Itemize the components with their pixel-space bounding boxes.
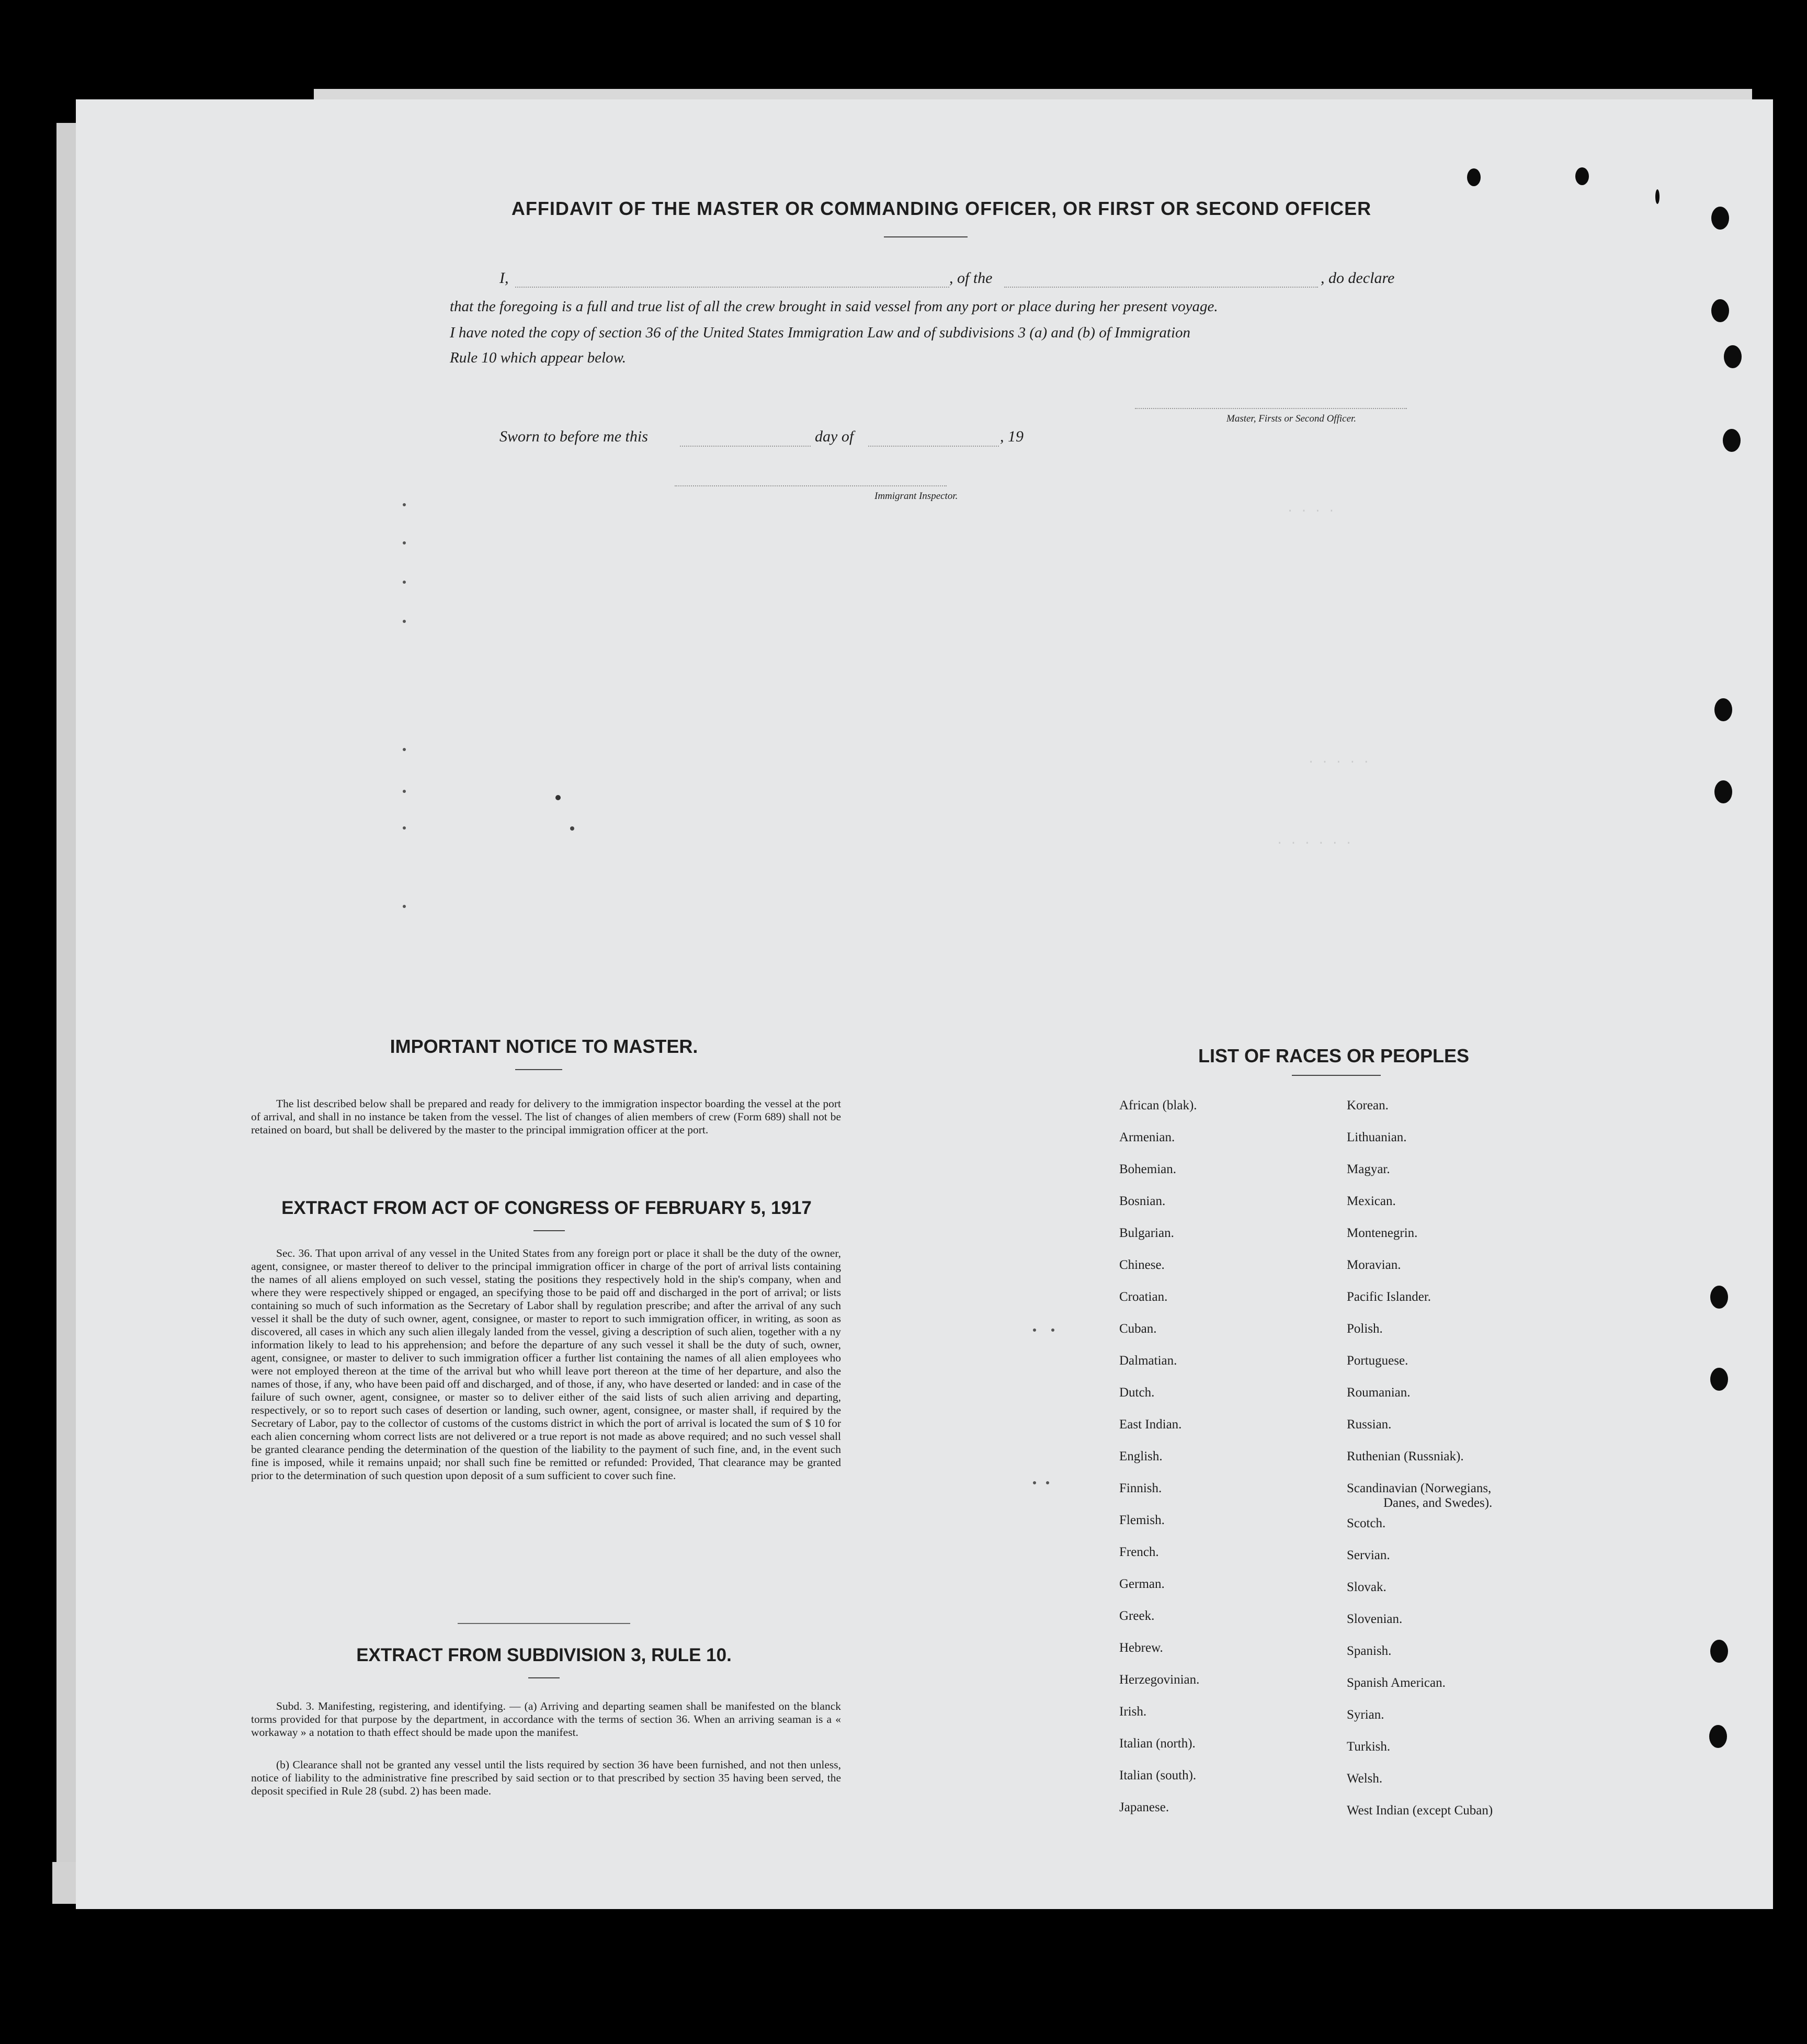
do-declare-label: , do declare (1321, 269, 1395, 287)
sworn-day-field[interactable] (680, 446, 811, 447)
race-item: Turkish. (1347, 1740, 1391, 1754)
race-item: Hebrew. (1119, 1641, 1163, 1655)
race-item: Pacific Islander. (1347, 1290, 1431, 1304)
speck (1033, 1481, 1036, 1484)
speck (403, 905, 406, 908)
race-item: Ruthenian (Russniak). (1347, 1449, 1464, 1463)
affidavit-line-4: Rule 10 which appear below. (450, 349, 626, 366)
race-item: Syrian. (1347, 1708, 1384, 1722)
speck (555, 795, 561, 800)
race-item: Herzegovinian. (1119, 1673, 1200, 1687)
act-title: EXTRACT FROM ACT OF CONGRESS OF FEBRUARY 5, 1917 (281, 1198, 812, 1218)
show-through-text: . . . . . (1308, 753, 1370, 766)
year-label: , 19 (1000, 428, 1024, 445)
speck (1033, 1328, 1036, 1332)
race-item: Scotch. (1347, 1516, 1386, 1530)
race-item: Roumanian. (1347, 1386, 1411, 1400)
rule-title: EXTRACT FROM SUBDIVISION 3, RULE 10. (356, 1645, 732, 1665)
affiant-name-field[interactable] (515, 287, 949, 288)
race-item: Magyar. (1347, 1162, 1390, 1176)
race-item: Armenian. (1119, 1130, 1175, 1144)
race-item: French. (1119, 1545, 1159, 1559)
race-item: Montenegrin. (1347, 1226, 1418, 1240)
punch-hole (1655, 189, 1660, 204)
race-item: Dalmatian. (1119, 1354, 1177, 1368)
race-item: Bulgarian. (1119, 1226, 1174, 1240)
act-rule (533, 1230, 565, 1231)
speck (1051, 1328, 1054, 1332)
race-item: African (blak). (1119, 1098, 1197, 1112)
race-item: Lithuanian. (1347, 1130, 1407, 1144)
punch-hole (1714, 780, 1732, 803)
inspector-signature-field[interactable] (675, 485, 947, 486)
title-rule (884, 236, 968, 237)
races-rule (1292, 1075, 1381, 1076)
speck (403, 541, 406, 544)
punch-hole (1575, 167, 1589, 185)
punch-hole (1710, 1368, 1728, 1391)
day-of-label: day of (815, 428, 854, 445)
notice-title: IMPORTANT NOTICE TO MASTER. (390, 1036, 698, 1057)
act-end-rule (458, 1623, 630, 1624)
affidavit-title: AFFIDAVIT OF THE MASTER OR COMMANDING OFFICER, OR FIRST OR SECOND OFFICER (511, 198, 1372, 219)
race-item: Dutch. (1119, 1386, 1155, 1400)
punch-hole (1714, 698, 1732, 721)
race-item: Croatian. (1119, 1290, 1168, 1304)
race-item: Flemish. (1119, 1513, 1165, 1527)
race-item: Finnish. (1119, 1481, 1162, 1495)
notice-body: The list described below shall be prepared and ready for delivery to the immigration inspector boarding the vessel at the port of arrival, and shall in no instance be taken from the vessel. The list of changes of alien members of crew (Form 689) shall not be retained on board, but shall be delivered by the master to the principal immigration officer at the port. (251, 1097, 841, 1136)
of-the-label: , of the (949, 269, 993, 287)
master-caption: Master, Firsts or Second Officer. (1226, 413, 1357, 424)
race-item: Irish. (1119, 1705, 1147, 1719)
speck (403, 503, 406, 506)
race-item: English. (1119, 1449, 1163, 1463)
speck (403, 790, 406, 793)
race-item: Chinese. (1119, 1258, 1165, 1272)
race-item: Polish. (1347, 1322, 1383, 1336)
rule-para-1: Subd. 3. Manifesting, registering, and identifying. — (a) Arriving and departing seamen shall be manifested on the blanck torms provided for that purpose by the department, in accordance with the terms of section 36. When an arriving seaman is a « workaway » a notation to thath effect should be made upon the manifest. (251, 1700, 841, 1739)
race-item: Scandinavian (Norwegians, (1347, 1481, 1492, 1495)
sworn-month-field[interactable] (868, 446, 999, 447)
punch-hole (1710, 1640, 1728, 1663)
race-item: Italian (south). (1119, 1768, 1197, 1782)
show-through-text: . . . . . . (1276, 834, 1353, 847)
punch-hole (1711, 299, 1729, 322)
race-item: Portuguese. (1347, 1354, 1408, 1368)
affidavit-line-3: I have noted the copy of section 36 of the United States Immigration Law and of subdivisions 3 (a) and (b) of Immigration (450, 324, 1191, 341)
race-item: Slovak. (1347, 1580, 1386, 1594)
race-item: Bosnian. (1119, 1194, 1166, 1208)
race-item: East Indian. (1119, 1417, 1182, 1432)
document-page (76, 99, 1773, 1909)
race-item: Mexican. (1347, 1194, 1396, 1208)
act-body: Sec. 36. That upon arrival of any vessel in the United States from any foreign port or place it shall be the duty of the owner, agent, consignee, or master thereof to deliver to the principal immigration officer in charge of the port of arrival lists containing the names of all aliens employed on such vessel, stating the positions they respectively hold in the ship's company, when and where they were respectively shipped or engaged, an specifying those to be paid off and discharged in the port of arrival; or lists containing so much of such information as the Secretary of Labor shall by regulation prescribe; and after the arrival of any such vessel it shall be the duty of such owner, agent, consignee, or master to report to such immigration officer, in writing, as soon as discovered, all cases in which any such alien illegaly landed from the vessel, giving a description of such alien, together with a ny information likely to lead to his apprehension; and before the departure of any such vessel it shall be the duty of such, owner, agent, consignee, or master to deliver to such immigration officer a further list containing the names of all alien employees who were not employed thereon at the time of the arrival but who whill leave port thereon at the time of her departure, and also the names of those, if any, who have been paid off and discharged, and of those, if any, who have deserted or landed: and in case of the failure of such owner, agent, consignee, or master so to deliver either of the said lists of such alien arriving and departing, respectively, or so to report such cases of desertion or landing, such owner, agent, consignee, or master shall, if required by the Secretary of Labor, pay to the collector of customs of the customs district in which the port of arrival is located the sum of $ 10 for each alien concerning whom correct lists are not delivered or a true report is not made as above required; and no such vessel shall be granted clearance pending the determination of the question of the liability to the payment of such fine, and, in the event such fine is imposed, while it remains unpaid; nor shall such fine be remitted or refunded: Provided, That clearance may be granted prior to the determination of such question upon deposit of a sum sufficient to cover such fine. (251, 1247, 841, 1482)
speck (403, 826, 406, 830)
race-item: Moravian. (1347, 1258, 1401, 1272)
race-item: German. (1119, 1577, 1165, 1591)
affidavit-line-2: that the foregoing is a full and true list of all the crew brought in said vessel from any port or place during her present voyage. (450, 298, 1218, 315)
speck (403, 620, 406, 623)
speck (403, 748, 406, 751)
vessel-name-field[interactable] (1004, 287, 1318, 288)
race-item: Spanish. (1347, 1644, 1392, 1658)
race-item: Welsh. (1347, 1772, 1383, 1786)
race-item: Servian. (1347, 1548, 1390, 1562)
inspector-caption: Immigrant Inspector. (874, 491, 958, 502)
master-signature-field[interactable] (1135, 408, 1407, 409)
speck (1046, 1481, 1049, 1484)
race-item: Korean. (1347, 1098, 1389, 1112)
races-title: LIST OF RACES OR PEOPLES (1198, 1045, 1470, 1066)
race-item: Russian. (1347, 1417, 1392, 1432)
race-item: Italian (north). (1119, 1736, 1196, 1751)
race-item: Slovenian. (1347, 1612, 1403, 1626)
sworn-label: Sworn to before me this (499, 428, 648, 445)
affiant-label: I, (499, 269, 509, 287)
punch-hole (1710, 1286, 1728, 1309)
speck (403, 581, 406, 584)
notice-rule (515, 1069, 562, 1070)
race-item: Spanish American. (1347, 1676, 1446, 1690)
race-item: Cuban. (1119, 1322, 1157, 1336)
show-through-text: . . . . (1287, 502, 1335, 515)
race-item: Danes, and Swedes). (1383, 1496, 1493, 1510)
race-item: Greek. (1119, 1609, 1155, 1623)
race-item: Bohemian. (1119, 1162, 1177, 1176)
punch-hole (1711, 207, 1729, 230)
punch-hole (1723, 429, 1741, 452)
rule-rule (528, 1677, 560, 1678)
rule-para-2: (b) Clearance shall not be granted any vessel until the lists required by section 36 have been furnished, and not then unless, notice of liability to the administrative fine prescribed by said section or to that prescribed by section 35 having been served, the deposit specified in Rule 28 (subd. 2) has been made. (251, 1758, 841, 1797)
speck (570, 826, 574, 831)
punch-hole (1467, 168, 1481, 186)
race-item: West Indian (except Cuban) (1347, 1803, 1493, 1818)
punch-hole (1709, 1725, 1727, 1748)
punch-hole (1724, 345, 1742, 368)
race-item: Japanese. (1119, 1800, 1169, 1814)
